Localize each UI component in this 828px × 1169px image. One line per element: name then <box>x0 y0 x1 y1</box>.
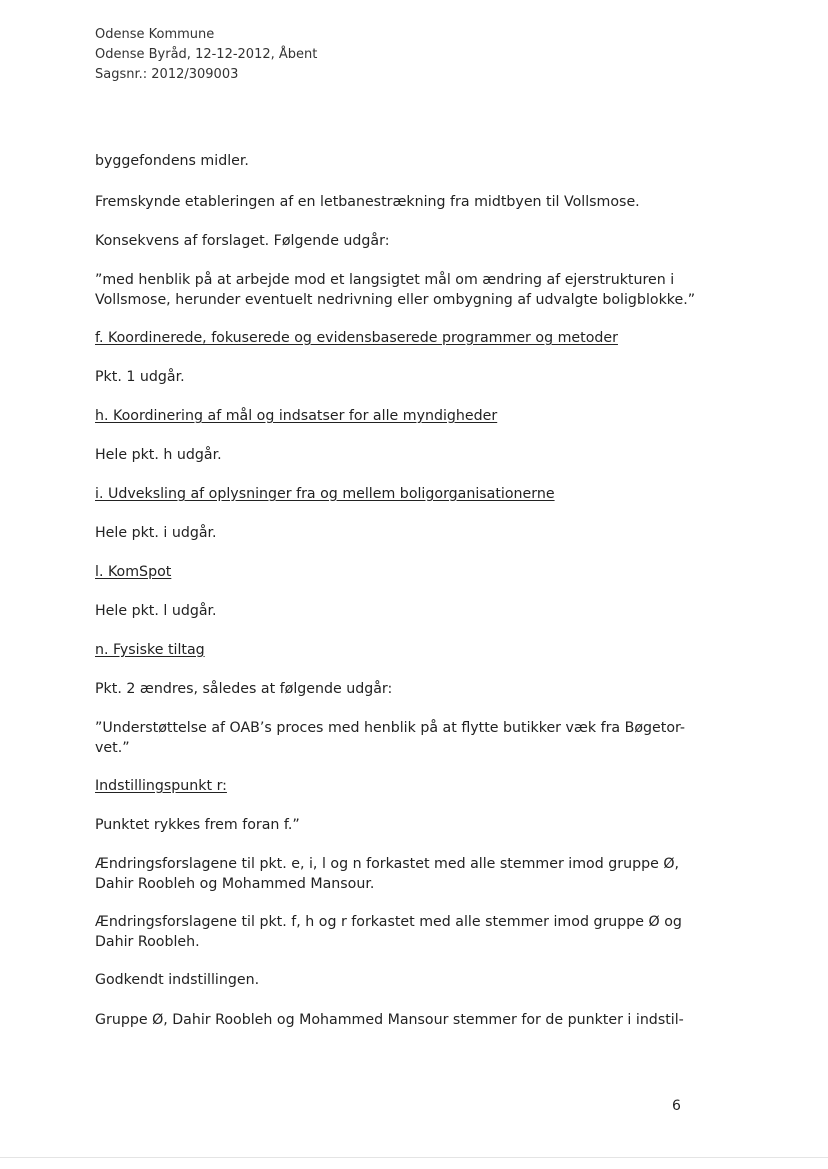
text-line: Dahir Roobleh og Mohammed Mansour. <box>95 876 375 892</box>
paragraph: Hele pkt. h udgår. <box>95 447 222 463</box>
paragraph: Fremskynde etableringen af en letbanestrækning fra midtbyen til Vollsmose. <box>95 194 640 210</box>
section-heading-h: h. Koordinering af mål og indsatser for alle myndigheder <box>95 408 498 424</box>
paragraph: Gruppe Ø, Dahir Roobleh og Mohammed Mansour stemmer for de punkter i indstil- <box>95 1012 684 1028</box>
quote-line: ”Understøttelse af OAB’s proces med henblik på at flytte butikker væk fra Bøgetor- <box>95 720 686 736</box>
paragraph: Hele pkt. i udgår. <box>95 525 217 541</box>
paragraph: Godkendt indstillingen. <box>95 972 260 988</box>
vote-paragraph <box>95 912 695 952</box>
quote-line: vet.” <box>95 740 130 756</box>
page-bottom-divider <box>0 1157 828 1158</box>
paragraph: Pkt. 2 ændres, således at følgende udgår: <box>95 681 393 697</box>
quoted-paragraph <box>95 270 695 310</box>
section-heading-l: l. KomSpot <box>95 564 172 580</box>
section-heading-f: f. Koordinerede, fokuserede og evidensbaserede programmer og metoder <box>95 330 618 346</box>
vote-paragraph <box>95 854 695 894</box>
organization-name: Odense Kommune <box>95 27 215 42</box>
section-heading-r: Indstillingspunkt r: <box>95 778 227 794</box>
quote-line: ”med henblik på at arbejde mod et langsigtet mål om ændring af ejerstrukturen i <box>95 272 675 288</box>
section-heading-n: n. Fysiske tiltag <box>95 642 205 658</box>
text-line: Dahir Roobleh. <box>95 934 200 950</box>
paragraph: Konsekvens af forslaget. Følgende udgår: <box>95 233 390 249</box>
paragraph: byggefondens midler. <box>95 153 249 169</box>
case-number: Sagsnr.: 2012/309003 <box>95 67 239 82</box>
text-line: Ændringsforslagene til pkt. f, h og r forkastet med alle stemmer imod gruppe Ø og <box>95 914 682 930</box>
quote-line: Vollsmose, herunder eventuelt nedrivning eller ombygning af udvalgte boligblokke.” <box>95 292 696 308</box>
page-number: 6 <box>672 1098 681 1114</box>
document-header <box>95 25 317 85</box>
paragraph: Hele pkt. l udgår. <box>95 603 217 619</box>
text-line: Ændringsforslagene til pkt. e, i, l og n forkastet med alle stemmer imod gruppe Ø, <box>95 856 680 872</box>
meeting-info: Odense Byråd, 12-12-2012, Åbent <box>95 47 318 62</box>
quoted-paragraph <box>95 718 695 758</box>
section-heading-i: i. Udveksling af oplysninger fra og mellem boligorganisationerne <box>95 486 555 502</box>
paragraph: Pkt. 1 udgår. <box>95 369 185 385</box>
paragraph: Punktet rykkes frem foran f.” <box>95 817 300 833</box>
